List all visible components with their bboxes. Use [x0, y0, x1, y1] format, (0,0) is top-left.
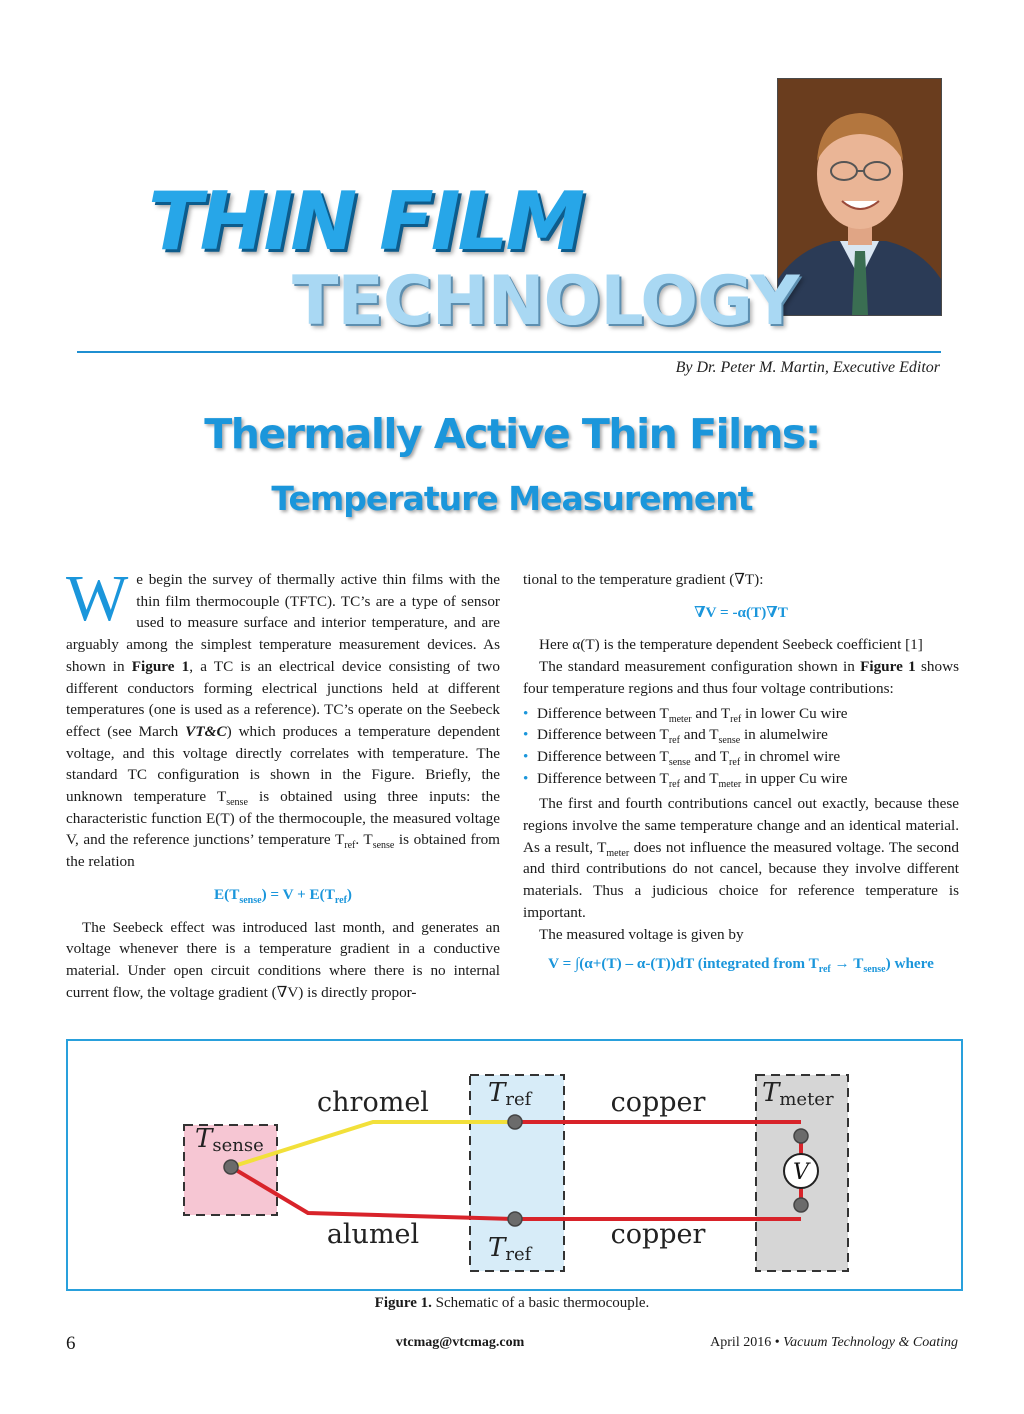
issue-date: April 2016 [710, 1335, 772, 1350]
drop-cap: W [66, 562, 129, 635]
label-alumel: alumel [326, 1219, 420, 1250]
masthead-technology: TECHNOLOGY [292, 262, 799, 341]
subscript-sense: sense [226, 797, 248, 809]
intro-text-6: is obtained from the relation [66, 831, 500, 871]
figure-ref-1: Figure 1 [131, 657, 190, 675]
equation-integral: V = ∫(α+(T) – α-(T))dT (integrated from $T_{ref} \to T_{sense}$) where [548, 955, 934, 976]
article-subtitle: Temperature Measurement [271, 479, 753, 518]
meter-terminal-top [794, 1129, 808, 1143]
caption-text: Schematic of a basic thermocouple. [431, 1295, 650, 1311]
label-chromel: chromel [317, 1087, 429, 1118]
masthead-divider [77, 351, 941, 353]
magazine-name: Vacuum Technology & Coating [783, 1335, 958, 1350]
ref-junction-top [508, 1115, 522, 1129]
author-photo [777, 78, 942, 316]
label-t-ref-top: Tref [488, 1078, 532, 1110]
right-column [523, 569, 959, 975]
caption-label: Figure 1. [374, 1295, 432, 1311]
vtc-ref: VT&C [185, 722, 227, 740]
byline: By Dr. Peter M. Martin, Executive Editor [675, 359, 940, 376]
seebeck-paragraph: The Seebeck effect was introduced last month, and generates an voltage whenever there is a temperature gradient in a conductive material. Under open circuit conditions where there is no internal current flow, the voltage gradient (∇V) is directly propor- [66, 918, 500, 1001]
article-title: Thermally Active Thin Films: [204, 410, 820, 458]
intro-text-4: is obtained using three inputs: the characteristic function E(T) of the thermocouple, the measured voltage V, and the reference junctions’ temperature T [66, 788, 500, 849]
label-t-ref-bottom: Tref [488, 1233, 532, 1265]
equation-gradient: ∇V = -α(T)∇T [694, 603, 788, 621]
figure-ref-2: Figure 1 [860, 658, 916, 676]
gradient-paragraph: tional to the temperature gradient (∇T): [523, 571, 764, 588]
subscript-ref: ref [344, 840, 356, 852]
footer-issue [710, 1335, 958, 1351]
label-copper-bottom: copper [610, 1219, 706, 1250]
sense-junction [224, 1160, 238, 1174]
list-item: • Difference between $T_{ref}$ and $T_{sense}$ in alumelwire [523, 724, 959, 746]
list-item: • Difference between $T_{ref}$ and $T_{meter}$ in upper Cu wire [523, 768, 959, 790]
seebeck-coefficient-paragraph: Here α(T) is the temperature dependent Seebeck coefficient [1] [539, 636, 923, 654]
intro-text-5: . T [355, 831, 373, 849]
cancellation-paragraph: The first and fourth contributions cancel out exactly, because these regions involve the same temperature change and an identical material. As a result, $T_{meter}$ does not influence the measured voltage. The second and third contributions do not cancel, because they involve different materials. Thus a judicious choice for reference temperature is important. [523, 795, 959, 921]
figure-thermocouple [66, 1039, 963, 1291]
meter-terminal-bottom [794, 1198, 808, 1212]
masthead-thin-film: THIN FILM [148, 175, 583, 268]
equation-characteristic: $E(T_{sense}) = V + E(T_{ref})$ [214, 885, 352, 906]
page-number: 6 [66, 1333, 76, 1354]
list-item: • Difference between $T_{meter}$ and $T_{ref}$ in lower Cu wire [523, 703, 959, 725]
thermocouple-schematic [68, 1041, 957, 1285]
configuration-paragraph: The standard measurement configuration shown in Figure 1 shows four temperature regions and thus four voltage contributions: [523, 658, 959, 697]
label-copper-top: copper [610, 1087, 706, 1118]
intro-text-1: e begin the survey of thermally active thin films with the thin film thermocouple (TFTC). TC’s are a type of sensor used to measure surface and interior temperature, and are arguably among the simplest temperature measurement devices. As shown in [66, 571, 500, 675]
list-item: • Difference between $T_{sense}$ and $T_{ref}$ in chromel wire [523, 746, 959, 768]
subscript-sense: sense [372, 840, 395, 852]
intro-text-2: , a TC is an electrical device consisting of two different conductors forming electrical junctions held at different temperatures (one is used as a reference). TC’s operate on the Seebeck effect (see March [66, 657, 500, 740]
intro-paragraph [66, 562, 500, 873]
intro-text-3: ) which produces a temperature dependent voltage, and this voltage directly correlates with temperature. The standard TC configuration is shown in the Figure. Briefly, the unknown temperature T [66, 722, 500, 806]
label-t-meter: Tmeter [762, 1078, 834, 1110]
voltage-contribution-list [523, 703, 959, 790]
voltmeter-label: V [793, 1160, 809, 1185]
label-t-sense: Tsense [195, 1124, 264, 1156]
footer-bullet: • [774, 1335, 780, 1350]
figure-caption [0, 1295, 1024, 1312]
footer-email: vtcmag@vtcmag.com [395, 1335, 525, 1350]
ref-junction-bottom [508, 1212, 522, 1226]
measured-voltage-paragraph: The measured voltage is given by [539, 925, 744, 943]
left-column [66, 562, 500, 1003]
